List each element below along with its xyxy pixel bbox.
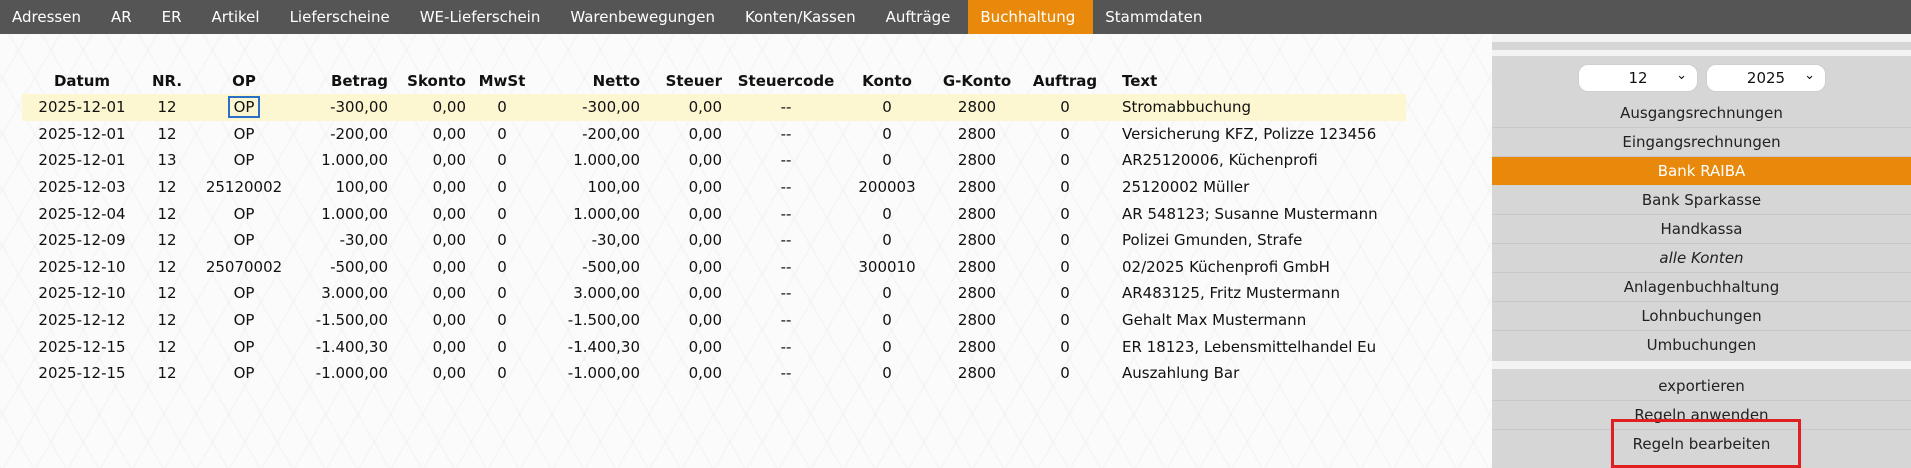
cell-text: 25120002 Müller [1122,178,1250,197]
cell-g-konto: 2800 [957,124,997,143]
cell-konto: 0 [882,337,892,356]
cell-skonto: 0,00 [432,124,466,143]
cell-mwst: 0 [497,124,507,143]
cell-mwst: 0 [497,311,507,330]
table-row[interactable] [22,174,1406,201]
nav-warenbewegungen[interactable]: Warenbewegungen [570,8,716,26]
cell-datum: 2025-12-10 [38,284,126,303]
cell-auftrag: 0 [1060,151,1070,170]
cell-op[interactable]: 25070002 [205,257,283,276]
nav-er[interactable]: ER [161,8,182,26]
table-row[interactable] [22,147,1406,174]
cell-skonto: 0,00 [432,284,466,303]
cell-betrag: -200,00 [330,124,388,143]
cell-konto: 0 [882,364,892,383]
col-header-g-konto[interactable]: G-Konto [942,72,1012,90]
sidebar-item-bank-raiba[interactable]: Bank RAIBA [1492,157,1911,185]
cell-steuer: 0,00 [688,364,722,383]
nav-stammdaten[interactable]: Stammdaten [1105,8,1203,26]
table-header-row [22,68,1406,94]
cell-betrag: -1.500,00 [315,311,388,330]
table-row[interactable] [22,280,1406,307]
cell-nr: 12 [157,364,177,383]
cell-op[interactable] [192,94,296,121]
table-row[interactable] [22,254,1406,281]
export-button[interactable]: exportieren [1658,377,1745,395]
cell-text: AR 548123; Susanne Mustermann [1122,204,1378,223]
cell-konto: 300010 [858,257,916,276]
cell-skonto: 0,00 [432,151,466,170]
nav-lieferscheine[interactable]: Lieferscheine [289,8,390,26]
cell-betrag: -500,00 [330,257,388,276]
sidebar-item-eingangsrechnungen[interactable]: Eingangsrechnungen [1622,133,1781,151]
cell-steuercode: -- [780,204,792,223]
cell-betrag: -1.000,00 [315,364,388,383]
cell-netto: 3.000,00 [573,284,640,303]
sidebar-item-lohnbuchungen[interactable]: Lohnbuchungen [1641,307,1762,325]
cell-steuercode: -- [780,337,792,356]
cell-steuercode: -- [780,231,792,250]
col-header-op[interactable]: OP [232,72,256,90]
cell-op[interactable]: OP [233,124,255,143]
nav-adressen[interactable]: Adressen [12,8,81,26]
cell-konto: 0 [882,231,892,250]
cell-datum: 2025-12-04 [38,204,126,223]
cell-konto: 0 [882,204,892,223]
cell-auftrag: 0 [1060,311,1070,330]
cell-netto: -1.400,30 [567,337,640,356]
cell-text: AR483125, Fritz Mustermann [1122,284,1340,303]
cell-g-konto: 2800 [957,337,997,356]
sidebar-item-bank-sparkasse[interactable]: Bank Sparkasse [1641,191,1762,209]
cell-g-konto: 2800 [957,231,997,250]
cell-netto: -1.500,00 [567,311,640,330]
cell-steuer: 0,00 [688,178,722,197]
cell-auftrag: 0 [1060,178,1070,197]
cell-konto: 0 [882,124,892,143]
cell-nr: 12 [157,231,177,250]
cell-netto: -30,00 [591,231,640,250]
cell-betrag: 1.000,00 [321,204,388,223]
cell-g-konto: 2800 [957,311,997,330]
op-focus-box[interactable]: OP [228,96,261,118]
cell-nr: 12 [157,257,177,276]
cell-datum: 2025-12-15 [38,364,126,383]
col-header-datum[interactable]: Datum [53,72,111,90]
col-header-netto[interactable]: Netto [592,72,640,90]
cell-g-konto: 2800 [957,178,997,197]
table-row[interactable] [22,227,1406,254]
cell-g-konto: 2800 [957,284,997,303]
sidebar-item-anlagenbuchhaltung[interactable]: Anlagenbuchhaltung [1623,278,1780,296]
cell-skonto: 0,00 [432,231,466,250]
cell-datum: 2025-12-03 [38,178,126,197]
cell-auftrag: 0 [1060,364,1070,383]
cell-auftrag: 0 [1060,257,1070,276]
cell-konto: 0 [846,94,928,121]
col-header-betrag[interactable]: Betrag [330,72,388,90]
cell-netto: 1.000,00 [573,151,640,170]
cell-auftrag: 0 [1060,337,1070,356]
cell-mwst: 0 [497,204,507,223]
year-value: 2025 [1746,69,1786,87]
table-row[interactable] [22,333,1406,360]
sidebar-divider [1492,34,1911,42]
table-row[interactable] [22,307,1406,334]
cell-skonto: 0,00 [432,204,466,223]
cell-nr: 12 [157,337,177,356]
year-select[interactable] [1706,64,1826,92]
cell-datum: 2025-12-12 [38,311,126,330]
cell-steuercode: -- [780,284,792,303]
cell-mwst: 0 [497,151,507,170]
sidebar [1492,34,1911,468]
cell-datum: 2025-12-01 [38,124,126,143]
cell-steuer: 0,00 [688,204,722,223]
cell-op[interactable]: 25120002 [205,178,283,197]
cell-text: 02/2025 Küchenprofi GmbH [1122,257,1330,276]
nav-ar[interactable]: AR [110,8,132,26]
cell-netto: 1.000,00 [573,204,640,223]
cell-konto: 0 [882,284,892,303]
cell-text: Auszahlung Bar [1122,364,1240,383]
cell-mwst: 0 [497,178,507,197]
month-value: 12 [1628,69,1648,87]
cell-op[interactable]: OP [233,151,255,170]
cell-betrag: -300,00 [296,94,392,121]
cell-steuer: 0,00 [688,231,722,250]
edit-rules-button[interactable]: Regeln bearbeiten [1632,435,1771,453]
cell-text: Gehalt Max Mustermann [1122,311,1307,330]
nav-auftraege[interactable]: Aufträge [885,8,951,26]
cell-text: Stromabbuchung [1104,94,1406,121]
cell-skonto: 0,00 [432,178,466,197]
cell-datum: 2025-12-15 [38,337,126,356]
cell-steuer: 0,00 [688,257,722,276]
nav-konten-kassen[interactable]: Konten/Kassen [745,8,856,26]
cell-op[interactable]: OP [233,231,255,250]
cell-netto: 100,00 [587,178,640,197]
sidebar-item-ausgangsrechnungen[interactable]: Ausgangsrechnungen [1620,104,1783,122]
cell-betrag: 100,00 [335,178,388,197]
cell-netto: -300,00 [534,94,644,121]
cell-konto: 0 [882,151,892,170]
cell-netto: -500,00 [582,257,640,276]
col-header-konto[interactable]: Konto [862,72,912,90]
col-header-text[interactable]: Text [1122,72,1158,90]
nav-buchhaltung[interactable]: Buchhaltung [968,0,1093,34]
cell-betrag: 1.000,00 [321,151,388,170]
table-row[interactable] [22,360,1406,387]
cell-skonto: 0,00 [432,311,466,330]
chevron-down-icon: ⌄ [1676,68,1687,83]
sidebar-divider [1492,361,1911,369]
cell-datum: 2025-12-10 [38,257,126,276]
top-navigation [0,0,1911,34]
col-header-mwst[interactable]: MwSt [478,72,526,90]
cell-steuercode: -- [726,94,846,121]
cell-auftrag: 0 [1060,231,1070,250]
cell-nr: 12 [157,124,177,143]
month-select[interactable] [1578,64,1698,92]
sidebar-item-umbuchungen[interactable]: Umbuchungen [1646,336,1757,354]
cell-text: AR25120006, Küchenprofi [1122,151,1318,170]
col-header-skonto[interactable]: Skonto [407,72,466,90]
cell-steuercode: -- [780,151,792,170]
cell-steuercode: -- [780,311,792,330]
col-header-steuer[interactable]: Steuer [665,72,722,90]
cell-konto: 200003 [858,178,916,197]
col-header-nr[interactable]: NR. [151,72,183,90]
cell-mwst: 0 [497,231,507,250]
col-header-auftrag[interactable]: Auftrag [1032,72,1098,90]
cell-op[interactable]: OP [233,311,255,330]
cell-steuercode: -- [780,257,792,276]
nav-artikel[interactable]: Artikel [211,8,260,26]
cell-auftrag: 0 [1060,204,1070,223]
cell-nr: 12 [142,94,192,121]
cell-steuer: 0,00 [644,94,726,121]
cell-betrag: -1.400,30 [315,337,388,356]
col-header-steuercode[interactable]: Steuercode [737,72,835,90]
cell-steuer: 0,00 [688,151,722,170]
cell-mwst: 0 [497,364,507,383]
cell-auftrag: 0 [1060,124,1070,143]
cell-steuer: 0,00 [688,337,722,356]
nav-we-lieferschein[interactable]: WE-Lieferschein [419,8,541,26]
cell-text: Polizei Gmunden, Strafe [1122,231,1303,250]
cell-text: ER 18123, Lebensmittelhandel Eu [1122,337,1377,356]
cell-mwst: 0 [470,94,534,121]
cell-steuercode: -- [780,364,792,383]
cell-skonto: 0,00 [432,364,466,383]
cell-steuer: 0,00 [688,311,722,330]
cell-nr: 13 [157,151,177,170]
cell-datum: 2025-12-09 [38,231,126,250]
sidebar-divider [1492,50,1911,56]
cell-g-konto: 2800 [957,151,997,170]
highlight-frame [1611,419,1801,468]
cell-konto: 0 [882,311,892,330]
cell-steuer: 0,00 [688,284,722,303]
cell-g-konto: 2800 [957,364,997,383]
cell-mwst: 0 [497,284,507,303]
cell-text: Versicherung KFZ, Polizze 123456 [1122,124,1377,143]
cell-g-konto: 2800 [928,94,1026,121]
cell-g-konto: 2800 [957,204,997,223]
cell-nr: 12 [157,204,177,223]
cell-nr: 12 [157,284,177,303]
cell-betrag: 3.000,00 [321,284,388,303]
cell-nr: 12 [157,311,177,330]
cell-netto: -200,00 [582,124,640,143]
main-content [0,34,1492,468]
cell-nr: 12 [157,178,177,197]
cell-mwst: 0 [497,337,507,356]
cell-steuercode: -- [780,178,792,197]
table-row[interactable] [22,121,1406,148]
cell-g-konto: 2800 [957,257,997,276]
cell-op[interactable]: OP [233,337,255,356]
sidebar-item-handkassa[interactable]: Handkassa [1660,220,1743,238]
cell-betrag: -30,00 [339,231,388,250]
cell-datum: 2025-12-01 [38,151,126,170]
apply-rules-button[interactable]: Regeln anwenden [1634,406,1769,424]
bookings-table [22,68,1406,387]
chevron-down-icon: ⌄ [1804,68,1815,83]
cell-op[interactable]: OP [233,204,255,223]
cell-mwst: 0 [497,257,507,276]
cell-skonto: 0,00 [392,94,470,121]
cell-op[interactable]: OP [233,284,255,303]
cell-auftrag: 0 [1060,284,1070,303]
cell-skonto: 0,00 [432,337,466,356]
cell-netto: -1.000,00 [567,364,640,383]
cell-auftrag: 0 [1026,94,1104,121]
cell-steuer: 0,00 [688,124,722,143]
cell-steuercode: -- [780,124,792,143]
cell-skonto: 0,00 [432,257,466,276]
table-row[interactable] [22,94,1406,121]
cell-op[interactable]: OP [233,364,255,383]
cell-datum: 2025-12-01 [22,94,142,121]
table-row[interactable] [22,200,1406,227]
sidebar-item-alle-konten[interactable]: alle Konten [1659,249,1744,267]
